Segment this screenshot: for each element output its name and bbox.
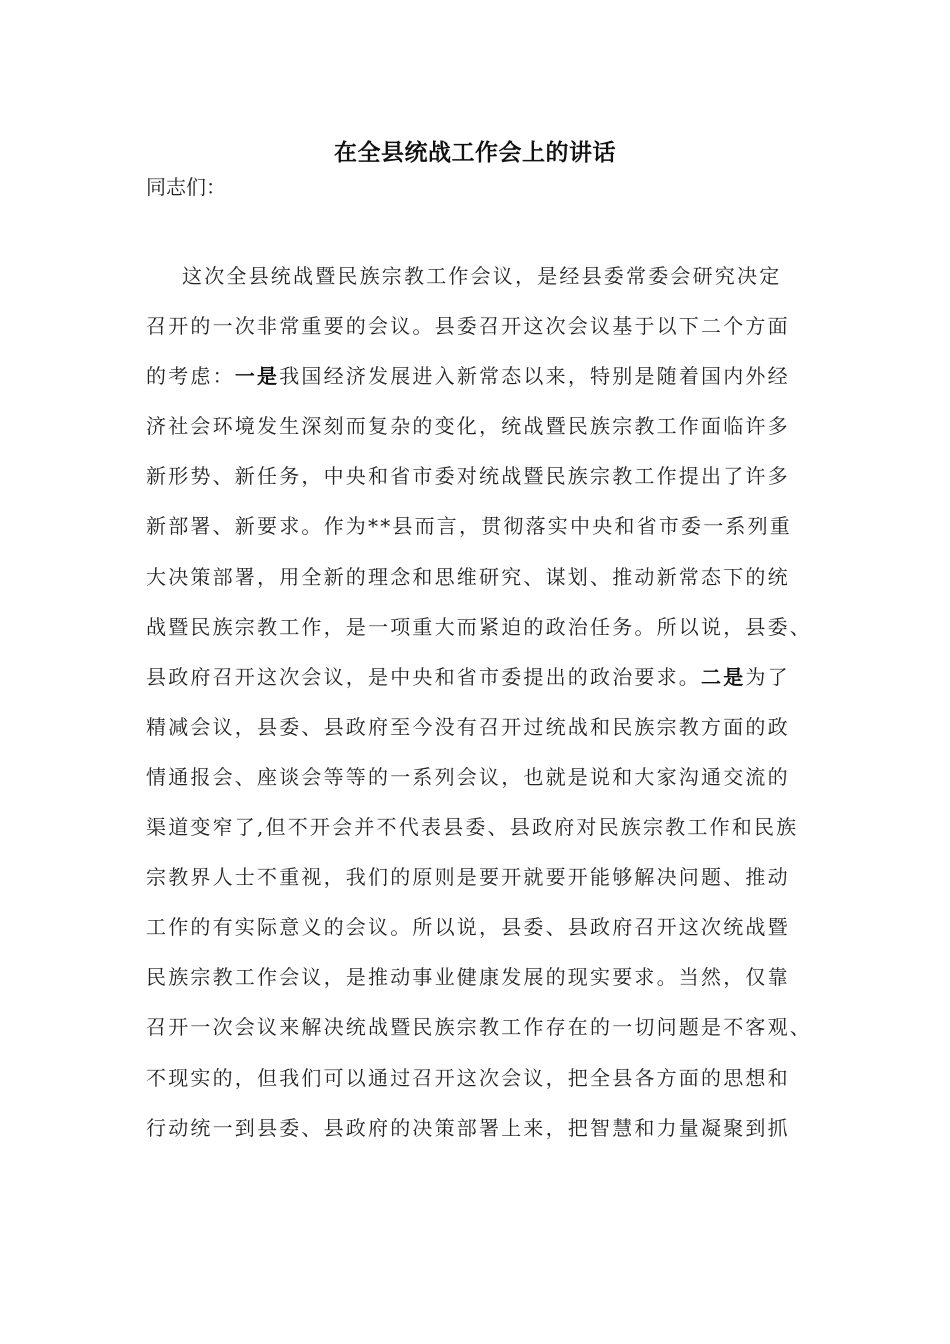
emphasis-marker: 一是	[234, 364, 280, 389]
text-line: 不现实的，但我们可以通过召开这次会议，把全县各方面的思想和	[146, 1065, 790, 1090]
emphasis-marker: 二是	[701, 664, 746, 689]
text-line: 工作的有实际意义的会议。所以说，县委、县政府召开这次统战暨	[146, 915, 790, 940]
body-paragraph	[146, 261, 836, 1163]
text-line: 召开一次会议来解决统战暨民族宗教工作存在的一切问题是不客观、	[146, 1015, 812, 1040]
text-line: 行动统一到县委、县政府的决策部署上来，把智慧和力量凝聚到抓	[146, 1115, 790, 1140]
text-line: 民族宗教工作会议，是推动事业健康发展的现实要求。当然，仅靠	[146, 965, 790, 990]
text-line: 精减会议，县委、县政府至今没有召开过统战和民族宗教方面的政	[146, 714, 790, 739]
text-segment: 的考虑：	[146, 364, 235, 389]
text-line	[146, 361, 836, 411]
text-line: 新形势、新任务，中央和省市委对统战暨民族宗教工作提出了许多	[146, 464, 790, 489]
document-title: 在全县统战工作会上的讲话	[334, 140, 616, 166]
salutation: 同志们：	[146, 175, 226, 199]
text-line: 济社会环境发生深刻而复杂的变化，统战暨民族宗教工作面临许多	[146, 414, 790, 439]
text-line: 战暨民族宗教工作，是一项重大而紧迫的政治任务。所以说，县委、	[146, 614, 812, 639]
text-line: 这次全县统战暨民族宗教工作会议，是经县委常委会研究决定	[182, 264, 782, 288]
text-line: 召开的一次非常重要的会议。县委召开这次会议基于以下二个方面	[146, 314, 790, 339]
text-segment: 县政府召开这次会议，是中央和省市委提出的政治要求。	[146, 664, 701, 689]
text-segment: 我国经济发展进入新常态以来，特别是随着国内外经	[279, 364, 790, 389]
text-line: 渠道变窄了,但不开会并不代表县委、县政府对民族宗教工作和民族	[146, 815, 799, 840]
text-line	[146, 662, 836, 712]
text-line: 情通报会、座谈会等等的一系列会议，也就是说和大家沟通交流的	[146, 764, 790, 789]
text-line: 大决策部署，用全新的理念和思维研究、谋划、推动新常态下的统	[146, 564, 790, 589]
text-line: 新部署、新要求。作为**县而言，贯彻落实中央和省市委一系列重	[146, 514, 792, 539]
text-line: 宗教界人士不重视，我们的原则是要开就要开能够解决问题、推动	[146, 865, 790, 890]
text-segment: 为了	[745, 664, 790, 689]
